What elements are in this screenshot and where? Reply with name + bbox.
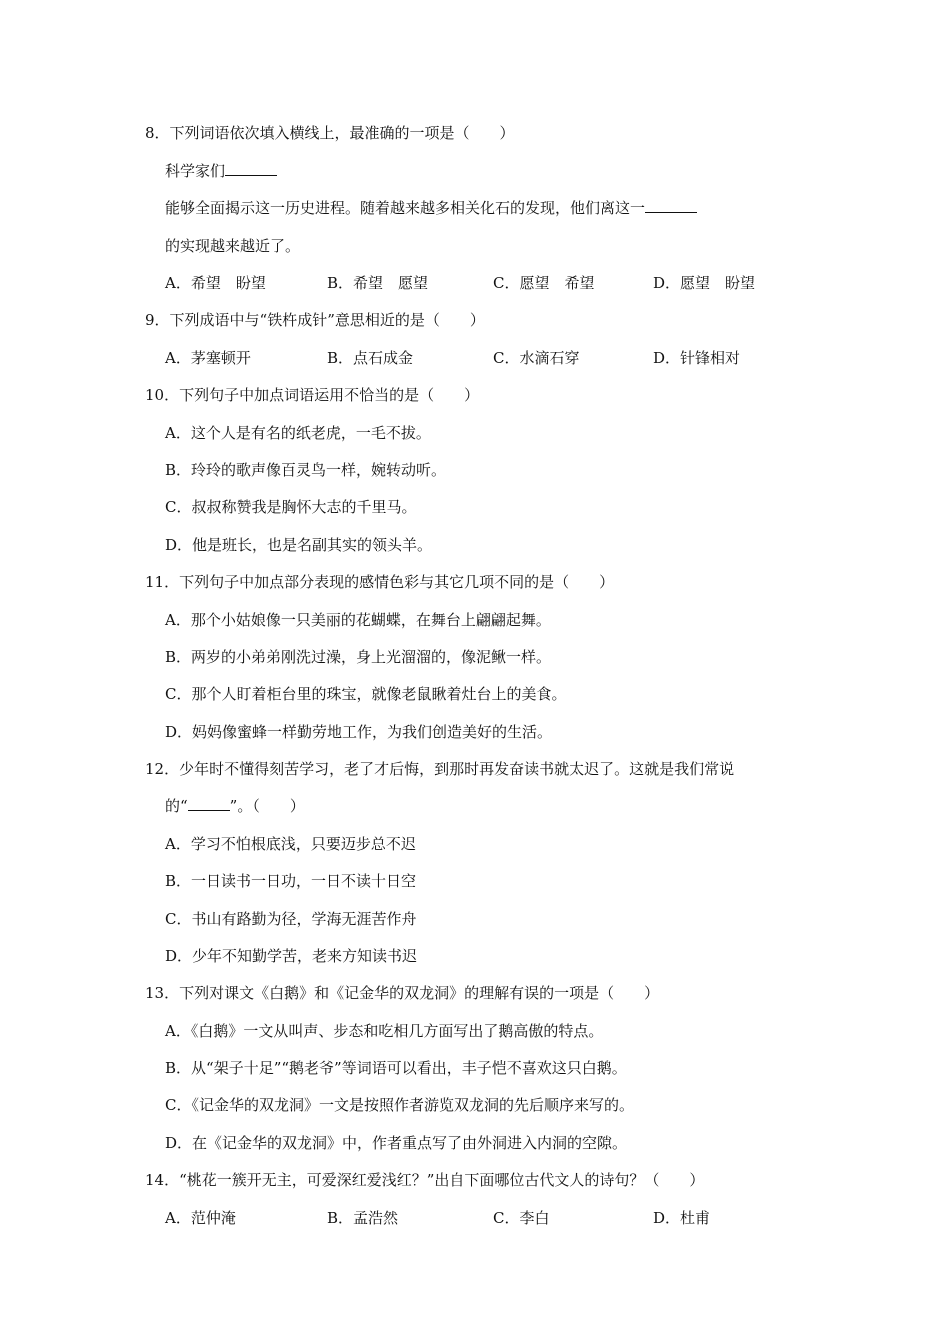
question-12-option-c[interactable]: C．书山有路勤为径，学海无涯苦作舟 xyxy=(165,910,417,928)
question-8-line-3: 的实现越来越近了。 xyxy=(165,237,301,255)
question-14-option-d[interactable]: D．杜甫 xyxy=(653,1209,711,1227)
answer-blank-2 xyxy=(645,198,697,213)
question-8-line-1 xyxy=(165,161,277,181)
question-11-option-c[interactable]: C．那个人盯着柜台里的珠宝，就像老鼠瞅着灶台上的美食。 xyxy=(165,685,567,703)
question-11-option-b[interactable]: B．两岁的小弟弟刚洗过澡，身上光溜溜的，像泥鳅一样。 xyxy=(165,648,552,666)
question-10-stem: 10．下列句子中加点词语运用不恰当的是（ ） xyxy=(145,386,480,404)
question-11-option-d[interactable]: D．妈妈像蜜蜂一样勤劳地工作，为我们创造美好的生活。 xyxy=(165,723,553,741)
question-8-line-1-text: 科学家们 xyxy=(165,162,226,180)
question-10-option-a[interactable]: A．这个人是有名的纸老虎，一毛不拔。 xyxy=(165,424,431,442)
question-9-option-c[interactable]: C．水滴石穿 xyxy=(493,349,580,367)
question-12-option-a[interactable]: A．学习不怕根底浅，只要迈步总不迟 xyxy=(165,835,416,853)
question-8-stem: 8．下列词语依次填入横线上，最准确的一项是（ ） xyxy=(145,124,515,142)
question-9-option-b[interactable]: B．点石成金 xyxy=(327,349,414,367)
question-14-stem: 14．“桃花一簇开无主，可爱深红爱浅红？”出自下面哪位古代文人的诗句？（ ） xyxy=(145,1171,705,1189)
question-10-option-d[interactable]: D．他是班长，也是名副其实的领头羊。 xyxy=(165,536,433,554)
question-14-option-a[interactable]: A．范仲淹 xyxy=(165,1209,236,1227)
question-13-option-c[interactable]: C．《记金华的双龙洞》一文是按照作者游览双龙洞的先后顺序来写的。 xyxy=(165,1096,634,1114)
question-9-option-d[interactable]: D．针锋相对 xyxy=(653,349,741,367)
question-10-option-b[interactable]: B．玲玲的歌声像百灵鸟一样，婉转动听。 xyxy=(165,461,447,479)
question-14-option-b[interactable]: B．孟浩然 xyxy=(327,1209,399,1227)
question-12-option-b[interactable]: B．一日读书一日功，一日不读十日空 xyxy=(165,872,417,890)
question-8-option-b[interactable]: B．希望 愿望 xyxy=(327,274,429,292)
question-12-stem-cont-post: ”。（ ） xyxy=(229,797,305,815)
question-8-line-2 xyxy=(165,198,697,218)
question-10-option-c[interactable]: C．叔叔称赞我是胸怀大志的千里马。 xyxy=(165,498,417,516)
question-12-option-d[interactable]: D．少年不知勤学苦，老来方知读书迟 xyxy=(165,947,418,965)
question-11-option-a[interactable]: A．那个小姑娘像一只美丽的花蝴蝶，在舞台上翩翩起舞。 xyxy=(165,611,551,629)
question-8-option-a[interactable]: A．希望 盼望 xyxy=(165,274,266,292)
question-13-option-a[interactable]: A．《白鹅》一文从叫声、步态和吃相几方面写出了鹅高傲的特点。 xyxy=(165,1022,604,1040)
question-12-stem-cont xyxy=(165,796,305,816)
question-11-stem: 11．下列句子中加点部分表现的感情色彩与其它几项不同的是（ ） xyxy=(145,573,615,591)
question-8-option-d[interactable]: D．愿望 盼望 xyxy=(653,274,756,292)
question-13-option-b[interactable]: B．从“架子十足”“鹅老爷”等词语可以看出，丰子恺不喜欢这只白鹅。 xyxy=(165,1059,627,1077)
question-13-option-d[interactable]: D．在《记金华的双龙洞》中，作者重点写了由外洞进入内洞的空隙。 xyxy=(165,1134,628,1152)
question-13-stem: 13．下列对课文《白鹅》和《记金华的双龙洞》的理解有误的一项是（ ） xyxy=(145,984,660,1002)
question-9-stem: 9．下列成语中与“铁杵成针”意思相近的是（ ） xyxy=(145,311,485,329)
question-8-option-c[interactable]: C．愿望 希望 xyxy=(493,274,595,292)
question-12-stem: 12．少年时不懂得刻苦学习，老了才后悔，到那时再发奋读书就太迟了。这就是我们常说 xyxy=(145,760,735,778)
question-8-line-2-text: 能够全面揭示这一历史进程。随着越来越多相关化石的发现，他们离这一 xyxy=(165,199,646,217)
question-9-option-a[interactable]: A．茅塞顿开 xyxy=(165,349,251,367)
question-12-stem-cont-pre: 的“ xyxy=(165,797,188,815)
answer-blank-3 xyxy=(188,796,230,811)
question-14-option-c[interactable]: C．李白 xyxy=(493,1209,550,1227)
answer-blank-1 xyxy=(225,161,277,176)
